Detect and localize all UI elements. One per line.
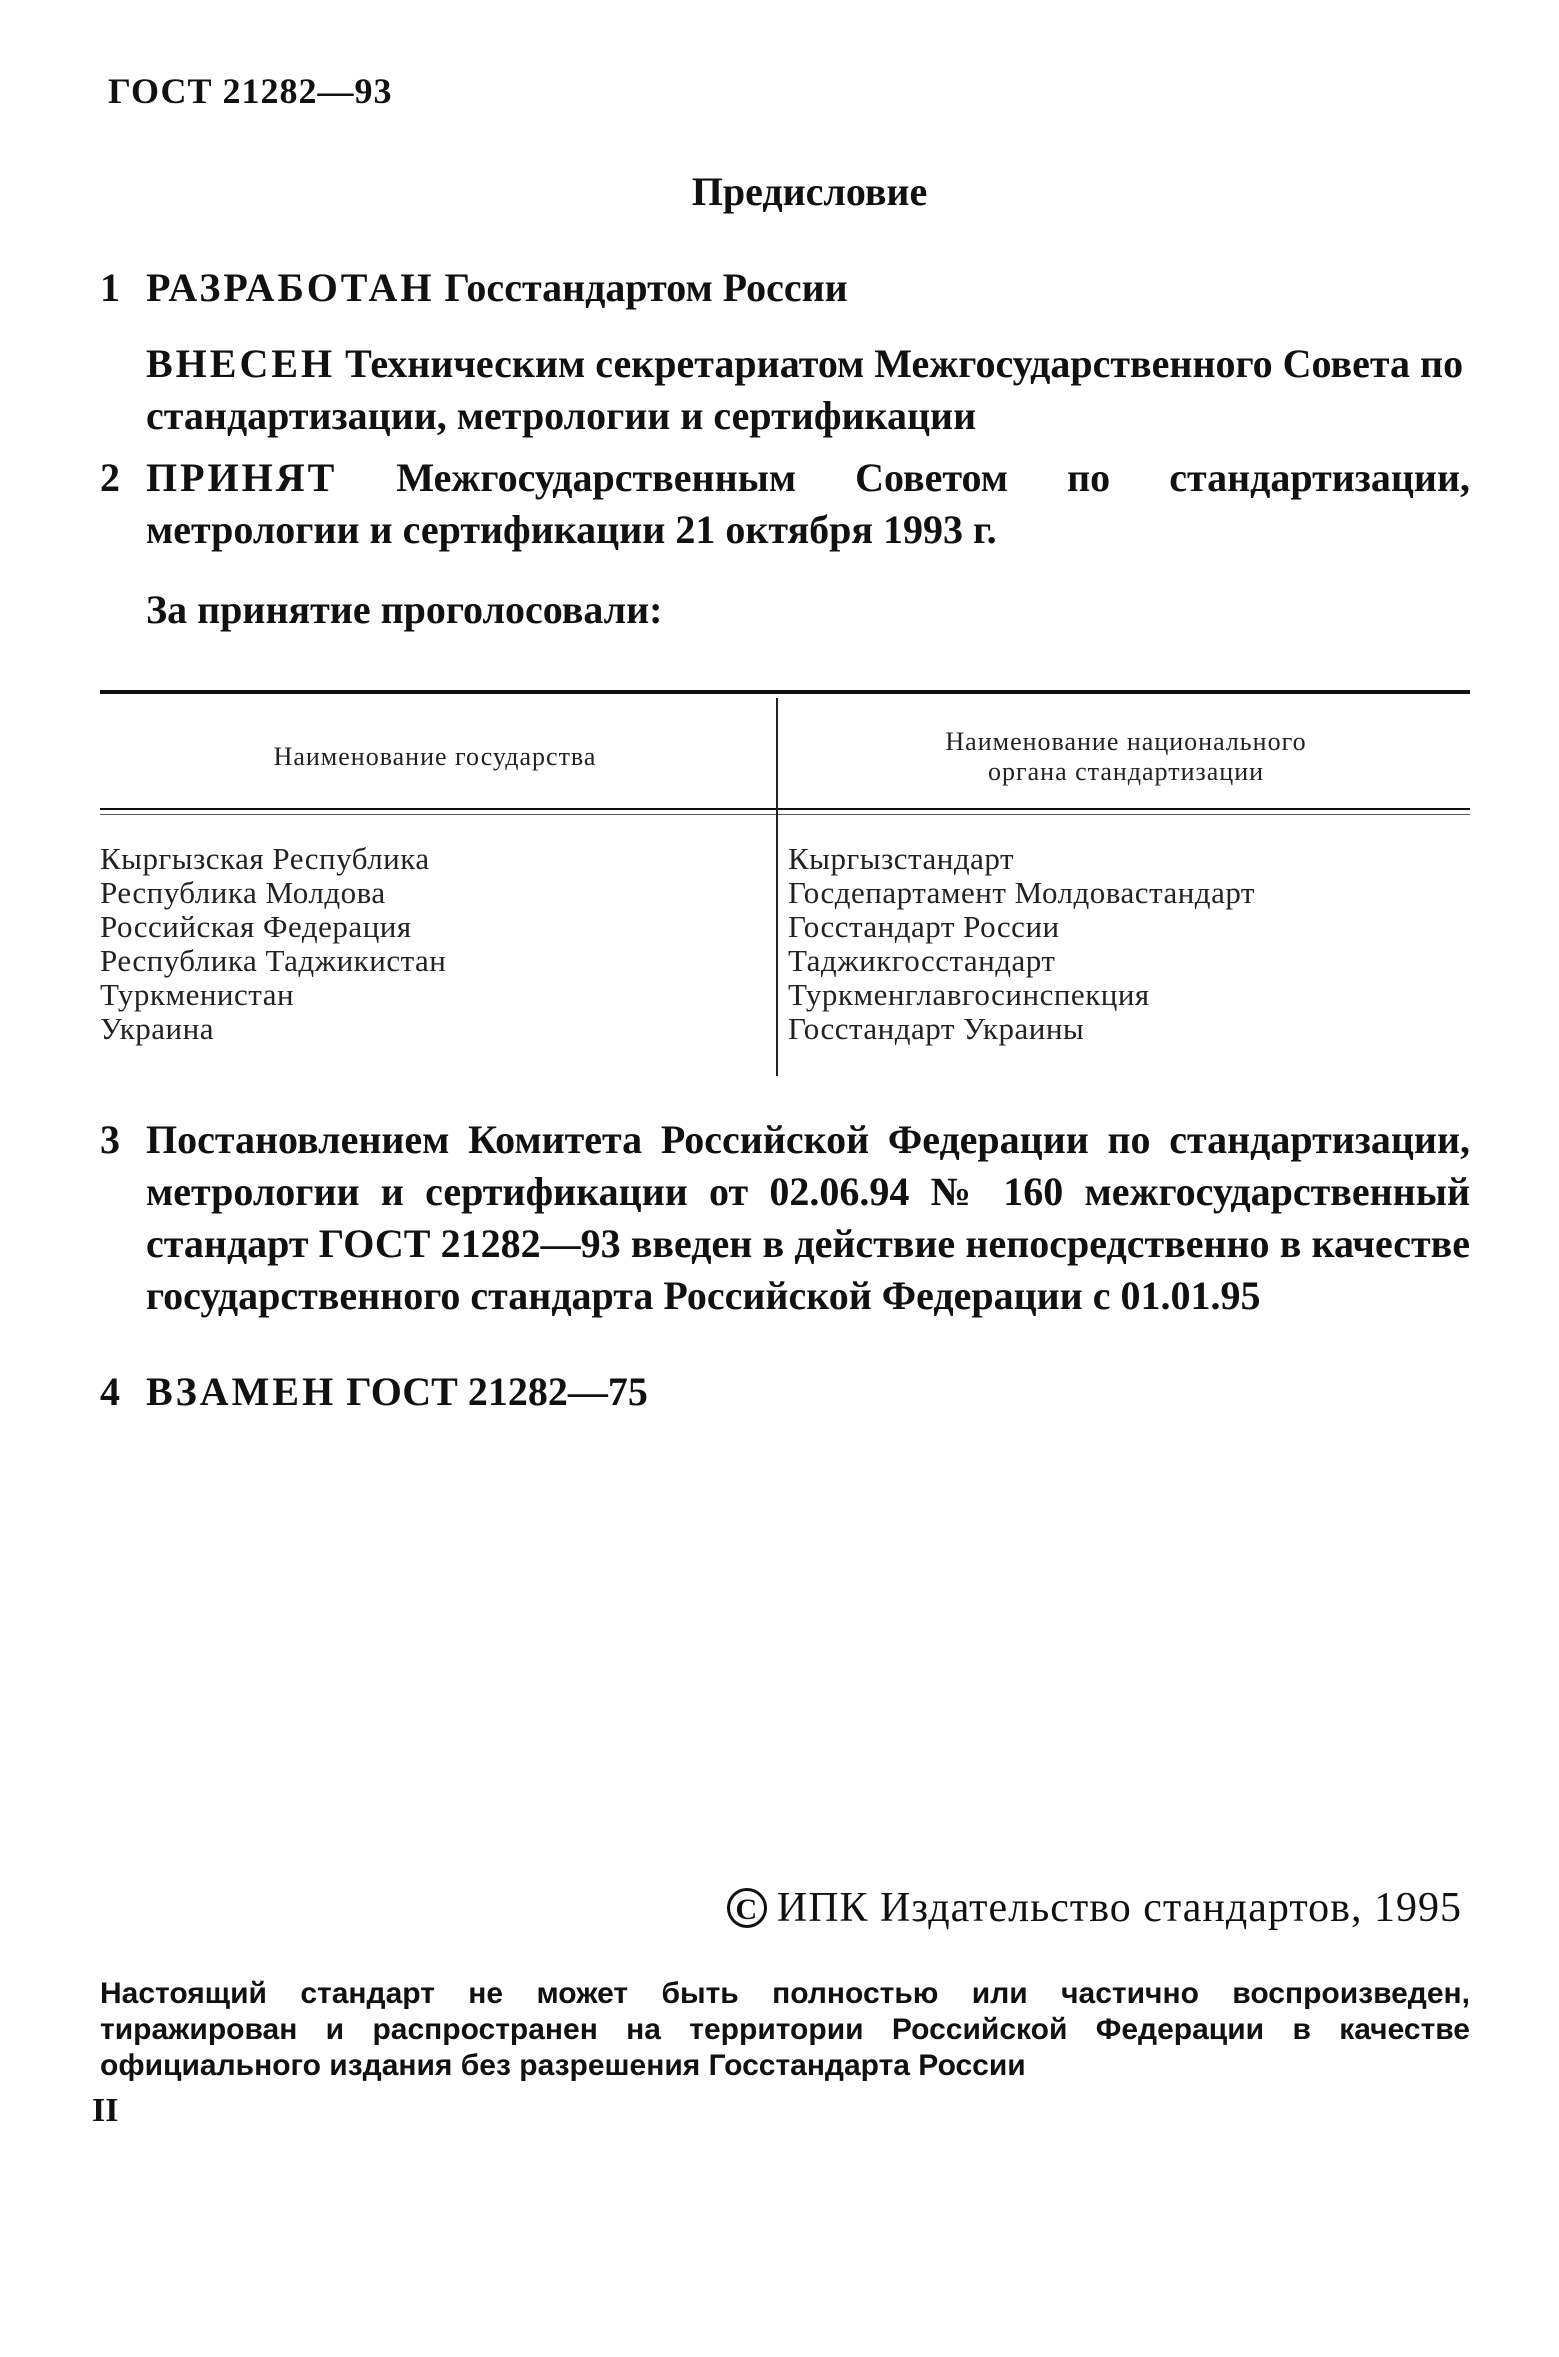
table-cell-standards-body: Госстандарт России [788,909,1060,944]
item-text: Межгосударственным Советом по стандартизации, метрологии и сертификации 21 октября 1993 г. [146,455,1470,552]
item-lead: ВЗАМЕН [146,1369,337,1414]
table-cell-standards-body: Таджикгосстандарт [788,943,1056,978]
table-cell-state: Туркменистан [100,977,295,1012]
table-cell-standards-body: Туркменглавгосинспекция [788,977,1150,1012]
table-header-rule [100,808,1470,810]
document-code: ГОСТ 21282—93 [108,71,393,111]
table-cell-standards-body: Госдепартамент Молдовастандарт [788,875,1255,910]
item-text: Госстандартом России [444,265,848,310]
table-cell-state: Республика Молдова [100,875,386,910]
copyright-line [0,1884,1462,1932]
item-number: 3 [100,1117,120,1162]
item-developed [100,262,1470,314]
table-cell-state: Республика Таджикистан [100,943,447,978]
column-header-text: Наименование национального органа стандартизации [945,727,1307,786]
table-cell-standards-body: Госстандарт Украины [788,1011,1085,1046]
item-introduced [146,338,1470,442]
column-header-standards-body [782,712,1470,802]
item-enacted [100,1114,1470,1322]
table-cell-standards-body: Кыргызстандарт [788,841,1014,876]
column-header-state: Наименование государства [273,742,597,771]
standards-bodies-column [788,842,1255,1046]
states-column [100,842,446,1046]
item-lead: ВНЕСЕН [146,341,336,386]
table-cell-state: Кыргызская Республика [100,841,430,876]
item-text: Постановлением Комитета Российской Федерации по стандартизации, метрологии и сертификации от 02.06.94 № 160 межгосударственный стандарт ГОСТ 21282—93 введен в действие непосредственно в качестве государственного стандарта Российской Федерации с 01.01.95 [146,1117,1470,1318]
reproduction-notice: Настоящий стандарт не может быть полностью или частично воспроизведен, тиражирован и распространен на территории Российской Федерации в качестве официального издания без разрешения Госстандарта России [100,1977,1470,2082]
item-number: 4 [100,1369,120,1414]
page-number: II [92,2092,119,2129]
table-header-rule-secondary [100,814,1470,815]
item-adopted [100,452,1470,556]
table-column-divider [776,698,778,1076]
copyright-text: ИПК Издательство стандартов, 1995 [776,1885,1462,1931]
voted-label: За принятие проголосовали: [146,587,663,632]
item-text: ГОСТ 21282—75 [346,1369,648,1414]
table-cell-state: Российская Федерация [100,909,412,944]
voting-table [100,690,1470,1078]
item-lead: ПРИНЯТ [146,455,338,500]
item-lead: РАЗРАБОТАН [146,265,435,310]
item-replaces [100,1366,1470,1418]
item-number: 1 [100,265,120,310]
item-number: 2 [100,455,120,500]
table-cell-state: Украина [100,1011,214,1046]
page-title: Предисловие [691,169,928,214]
item-text: Техническим секретариатом Межгосударственного Совета по стандартизации, метрологии и сертификации [146,341,1464,438]
copyright-icon: C [727,1888,767,1928]
table-top-rule [100,690,1470,694]
